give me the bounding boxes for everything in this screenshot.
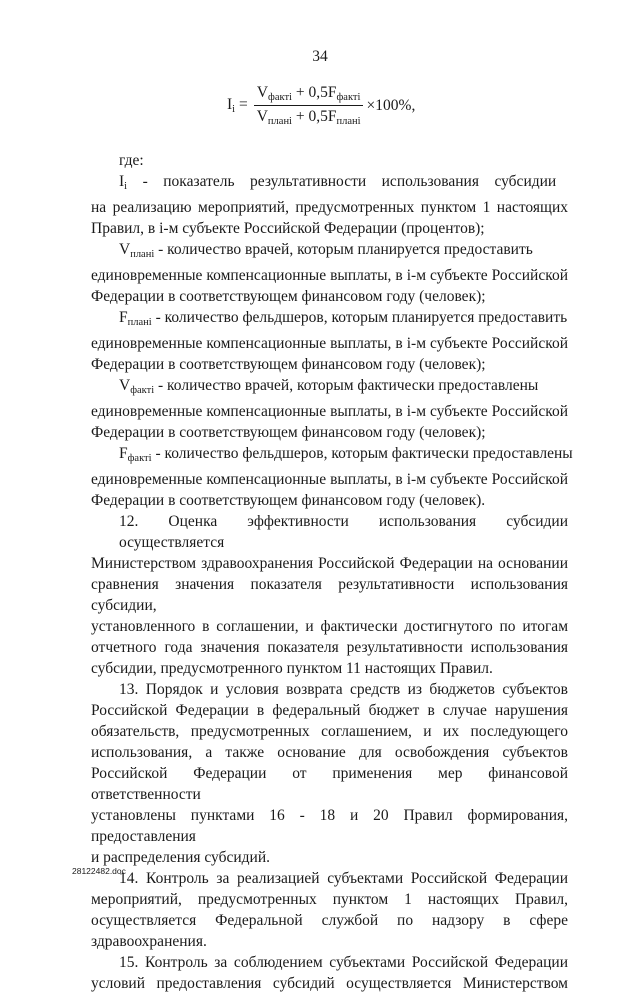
def-v-plan-line-2: единовременные компенсационные выплаты, в i-м субъекте Российской: [91, 267, 568, 284]
paragraph-12-line: отчетного года значения показателя результативности использования: [91, 639, 568, 656]
def-f-plan-line-3: Федерации в соответствующем финансовом году (человек);: [91, 356, 486, 373]
paragraph-12-line: сравнения значения показателя результативности использования субсидии,: [91, 576, 568, 614]
paragraph-12-line: субсидии, предусмотренного пунктом 11 настоящих Правил.: [91, 660, 493, 677]
denominator-f-term: + 0,5F: [295, 108, 337, 125]
paragraph-13-line: Российской Федерации в федеральный бюджет в случае нарушения: [91, 702, 568, 719]
def-v-fact-line-2: единовременные компенсационные выплаты, в i-м субъекте Российской: [91, 403, 568, 420]
def-v-plan-subscript: планi: [130, 249, 155, 260]
formula-lhs: [227, 96, 248, 115]
def-i-text-1: - показатель результативности использования субсидии: [142, 173, 557, 190]
def-v-plan-line-1: [91, 239, 568, 265]
formula-multiplier: ×100%,: [366, 96, 416, 114]
denominator-v: V: [256, 108, 268, 125]
paragraph-13-line: использования, а также основание для освобождения субъектов: [91, 744, 568, 761]
def-v-plan-line-3: Федерации в соответствующем финансовом году (человек);: [91, 288, 486, 305]
paragraph-12-line: Министерством здравоохранения Российской Федерации на основании: [91, 555, 568, 572]
def-v-fact-line-3: Федерации в соответствующем финансовом году (человек);: [91, 424, 486, 441]
def-f-plan-text-1: - количество фельдшеров, которым планируется предоставить: [151, 309, 568, 326]
formula-denominator: [254, 106, 364, 127]
def-f-plan-line-1: [91, 307, 568, 333]
document-filename: 28122482.doc: [72, 866, 126, 876]
paragraph-13-line: 13. Порядок и условия возврата средств из бюджетов субъектов: [119, 681, 568, 698]
def-f-fact-subscript: факті: [127, 453, 152, 464]
formula-fraction: [254, 84, 364, 127]
document-body: [91, 150, 573, 994]
def-f-plan-symbol: F: [119, 309, 128, 326]
numerator-v-subscript: факті: [268, 92, 292, 103]
paragraph-15-line: условий предоставления субсидий осуществляется Министерством: [91, 975, 568, 992]
def-v-plan-text-1: - количество врачей, которым планируется предоставить: [154, 241, 533, 258]
def-f-fact-symbol: F: [119, 445, 128, 462]
numerator-f-term: + 0,5F: [295, 84, 337, 101]
numerator-v: V: [256, 84, 269, 101]
def-v-fact-text-1: - количество врачей, которым фактически предоставлены: [154, 377, 539, 394]
where-label: где:: [119, 152, 144, 169]
paragraph-15-line: 15. Контроль за соблюдением субъектами Российской Федерации: [119, 954, 568, 971]
def-v-fact-symbol: V: [119, 377, 131, 394]
formula-lhs-subscript: i: [232, 104, 236, 115]
paragraph-14-line: 14. Контроль за реализацией субъектами Российской Федерации: [119, 870, 568, 887]
def-i-symbol: I: [119, 173, 125, 190]
def-f-fact-line-2: единовременные компенсационные выплаты, в i-м субъекте Российской: [91, 471, 568, 488]
paragraph-14-line: осуществляется Федеральной службой по надзору в сфере: [91, 912, 568, 929]
paragraph-12-line: установленного в соглашении, и фактически достигнутого по итогам: [91, 618, 568, 635]
paragraph-14-line: здравоохранения.: [91, 933, 207, 950]
def-v-fact-line-1: [91, 375, 568, 401]
paragraph-14-line: мероприятий, предусмотренных пунктом 1 настоящих Правил,: [91, 891, 568, 908]
paragraph-13-line: Российской Федерации от применения мер финансовой ответственности: [91, 765, 568, 803]
def-f-fact-text-1: - количество фельдшеров, которым фактически предоставлены: [151, 445, 573, 462]
efficiency-formula: [227, 84, 415, 127]
paragraph-13-line: обязательств, предусмотренных соглашением, и их последующего: [91, 723, 568, 740]
numerator-f-subscript: факті: [336, 92, 361, 103]
page-number: 34: [312, 48, 328, 65]
paragraph-13-line: установлены пунктами 16 - 18 и 20 Правил формирования, предоставления: [91, 807, 568, 845]
def-f-plan-subscript: планi: [127, 317, 152, 328]
def-i-line-1: [91, 171, 568, 197]
paragraph-13-line: и распределения субсидий.: [91, 849, 271, 866]
formula-numerator: [254, 84, 364, 106]
def-f-plan-line-2: единовременные компенсационные выплаты, в i-м субъекте Российской: [91, 335, 568, 352]
def-v-plan-symbol: V: [119, 241, 131, 258]
def-i-line-2: на реализацию мероприятий, предусмотренных пунктом 1 настоящих: [91, 199, 568, 216]
denominator-f-subscript: планi: [336, 116, 361, 127]
def-f-fact-line-1: [91, 443, 573, 469]
def-f-fact-line-3: Федерации в соответствующем финансовом году (человек).: [91, 492, 486, 509]
denominator-v-subscript: планi: [267, 116, 292, 127]
formula-lhs-symbol: I: [227, 96, 233, 113]
def-i-line-3: Правил, в i-м субъекте Российской Федерации (процентов);: [91, 220, 485, 237]
paragraph-12-line: 12. Оценка эффективности использования субсидии осуществляется: [119, 513, 568, 551]
def-v-fact-subscript: факті: [130, 385, 155, 396]
def-i-subscript: i: [124, 181, 128, 192]
formula-equals: =: [238, 96, 248, 113]
